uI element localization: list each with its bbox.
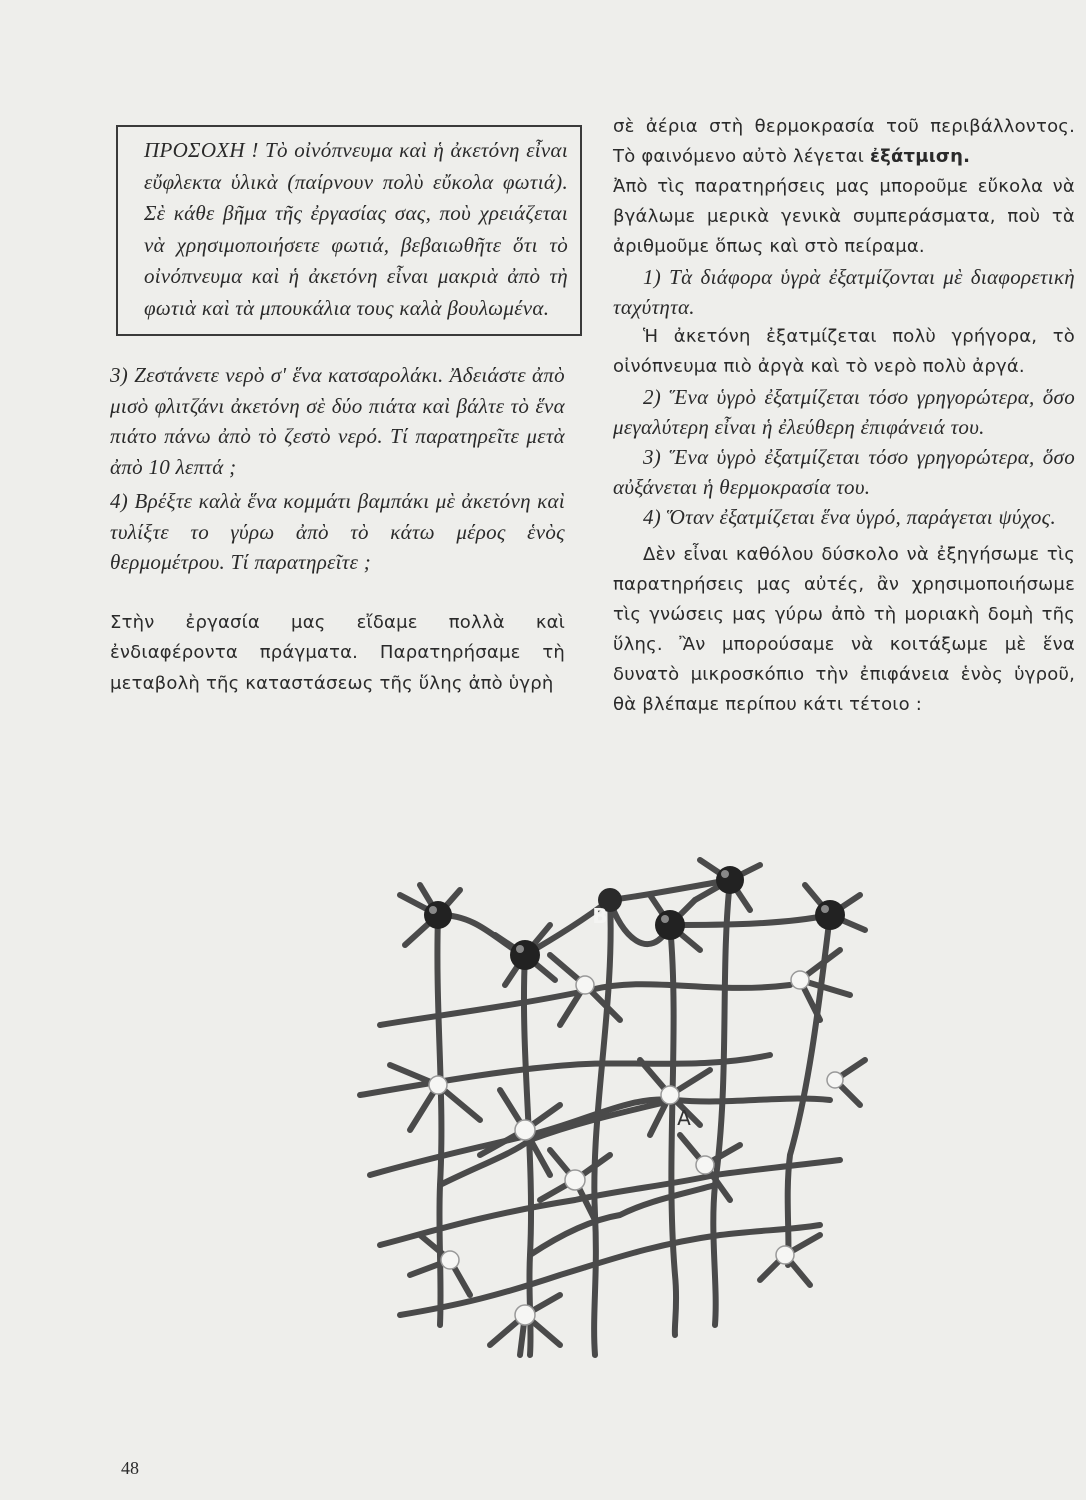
left-column xyxy=(110,125,568,699)
molecule-label-a: Α xyxy=(677,1106,691,1130)
molecular-model-figure xyxy=(320,855,880,1415)
warning-text: ΠΡΟΣΟΧΗ ! Τὸ οἰνόπνευμα καὶ ἡ ἀκετόνη εἶναι εὔφλεκτα ὑλικὰ (παίρνουν πολὺ εὔκολα φωτιά). Σὲ κάθε βῆμα τῆς ἐργασίας σας, ποὺ χρειάζεται νὰ χρησιμοποιήσετε φωτιά, βεβαιωθῆτε ὅτι τὸ οἰνόπνευμα καὶ ἡ ἀκετόνη εἶναι μακριὰ ἀπὸ τὴ φωτιὰ καὶ τὰ μπουκάλια τους καλὰ βουλωμένα. xyxy=(144,138,568,320)
experiment-step-3: 3) Ζεστάνετε νερὸ σ' ἕνα κατσαρολάκι. Ἀδειάστε ἀπὸ μισὸ φλιτζάνι ἀκετόνη σὲ δύο πιάτα καὶ βάλτε τὸ ἕνα πιάτο πάνω ἀπὸ τὸ ζεστὸ νερό. Τί παρατηρεῖτε μετὰ ἀπὸ 10 λεπτά ; xyxy=(110,363,565,479)
conclusion-3: 3) Ἕνα ὑγρὸ ἐξατμίζεται τόσο γρηγορώτερα, ὅσο αὐξάνεται ἡ θερμοκρασία του. xyxy=(613,445,1075,499)
evaporation-term: ἐξάτμιση. xyxy=(869,146,971,167)
conclusion-2: 2) Ἕνα ὑγρὸ ἐξατμίζεται τόσο γρηγορώτερα, ὅσο μεγαλύτερη εἶναι ἡ ἐλεύθερη ἐπιφάνειά του. xyxy=(613,385,1075,439)
evaporation-paragraph xyxy=(613,112,1075,172)
right-column xyxy=(613,112,1075,720)
surface-molecules xyxy=(424,866,845,970)
discussion-paragraph: Στὴν ἐργασία μας εἴδαμε πολλὰ καὶ ἐνδιαφέροντα πράγματα. Παρατηρήσαμε τὴ μεταβολὴ τῆς καταστάσεως τῆς ὕλης ἀπὸ ὑγρὴ xyxy=(110,611,565,694)
warning-box xyxy=(116,125,582,336)
evaporation-text: σὲ ἀέρια στὴ θερμοκρασία τοῦ περιβάλλοντος. Τὸ φαινόμενο αὐτὸ λέγεται xyxy=(613,116,1075,167)
conclusion-4: 4) Ὅταν ἐξατμίζεται ἕνα ὑγρό, παράγεται ψύχος. xyxy=(643,505,1057,529)
explanation-paragraph: Δὲν εἶναι καθόλου δύσκολο νὰ ἐξηγήσωμε τὶς παρατηρήσεις μας αὐτές, ἂν χρησιμοποιήσωμε τὶς γνώσεις μας γύρω ἀπὸ τὴ μοριακὴ δομὴ τῆς ὕλης. Ἂν μπορούσαμε νὰ κοιτάξωμε μὲ ἕνα δυνατὸ μικροσκόπιο τὴν ἐπιφάνεια ἑνὸς ὑγροῦ, θὰ βλέπαμε περίπου κάτι τέτοιο : xyxy=(613,544,1075,715)
conclusions-intro: Ἀπὸ τὶς παρατηρήσεις μας μποροῦμε εὔκολα νὰ βγάλωμε μερικὰ γενικὰ συμπεράσματα, ποὺ τὰ ἀριθμοῦμε ὅπως καὶ στὸ πείραμα. xyxy=(613,176,1075,257)
conclusion-1-explanation: Ἡ ἀκετόνη ἐξατμίζεται πολὺ γρήγορα, τὸ οἰνόπνευμα πιὸ ἀργὰ καὶ τὸ νερὸ πολὺ ἀργά. xyxy=(613,326,1075,377)
experiment-step-4: 4) Βρέξτε καλὰ ἕνα κομμάτι βαμπάκι μὲ ἀκετόνη καὶ τυλίξτε το γύρω ἀπὸ τὸ κάτω μέρος ἑνὸς θερμομέτρου. Τί παρατηρεῖτε ; xyxy=(110,489,565,574)
model-rods xyxy=(360,860,865,1355)
molecule-label-b: Β xyxy=(592,904,608,928)
conclusion-1: 1) Τὰ διάφορα ὑγρὰ ἐξατμίζονται μὲ διαφορετικὴ ταχύτητα. xyxy=(613,265,1075,319)
page-number: 48 xyxy=(121,1458,139,1478)
